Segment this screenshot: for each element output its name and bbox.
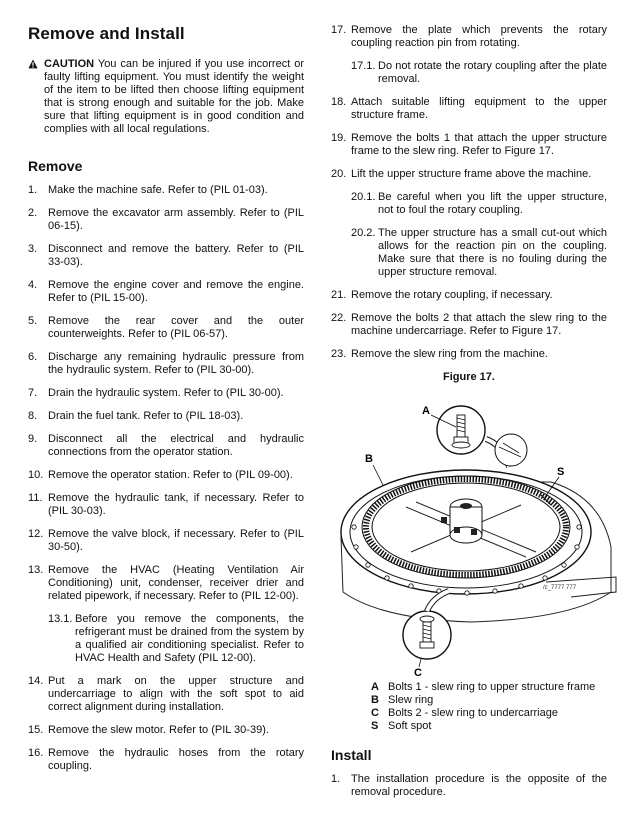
remove-steps-left xyxy=(28,184,304,773)
step-1: 1. Make the machine safe. Refer to (PIL 01-03). xyxy=(28,184,268,196)
step-18: 18. Attach suitable lifting equipment to the upper structure frame. xyxy=(331,96,607,121)
install-step-1: 1. The installation procedure is the opposite of the removal procedure. xyxy=(331,773,607,798)
legend-item: A Bolts 1 - slew ring to upper structure frame xyxy=(371,681,596,693)
install-heading: Install xyxy=(331,747,372,763)
step-4: 4. Remove the engine cover and remove the engine. Refer to (PIL 15-00). xyxy=(28,279,304,304)
caution-text: You can be injured if you use incorrect or faulty lifting equipment. You must identify the weight of the item to be lifted then choose lifting equipment that is strong enough and suitable for the job. Make sure that lifting equipment is in good condition and complies with all local regulations. xyxy=(44,58,304,135)
right-column xyxy=(331,24,607,809)
step-12: 12. Remove the valve block, if necessary. Refer to (PIL 30-50). xyxy=(28,528,304,553)
callout-b: B xyxy=(365,453,373,465)
step-14: 14. Put a mark on the upper structure and undercarriage to align with the soft spot to aid correct alignment during installation. xyxy=(28,675,304,713)
step-20: 20. Lift the upper structure frame above the machine. xyxy=(331,168,592,180)
page-title: Remove and Install xyxy=(28,24,185,43)
step-2: 2. Remove the excavator arm assembly. Refer to (PIL 06-15). xyxy=(28,207,304,232)
step-23: 23. Remove the slew ring from the machine. xyxy=(331,348,548,360)
caution-notice xyxy=(28,58,304,136)
step-8: 8. Drain the fuel tank. Refer to (PIL 18-03). xyxy=(28,410,244,422)
step-19: 19. Remove the bolts 1 that attach the upper structure frame to the slew ring. Refer to Figure 17. xyxy=(331,132,607,157)
step-5: 5. Remove the rear cover and the outer counterweights. Refer to (PIL 06-57). xyxy=(28,315,304,340)
step-11: 11. Remove the hydraulic tank, if necessary. Refer to (PIL 30-03). xyxy=(28,492,304,517)
figure-title: Figure 17. xyxy=(443,371,495,383)
install-steps xyxy=(331,773,607,799)
step-7: 7. Drain the hydraulic system. Refer to (PIL 30-00). xyxy=(28,387,284,399)
legend-item: S Soft spot xyxy=(371,720,432,732)
legend-item: C Bolts 2 - slew ring to undercarriage xyxy=(371,707,558,719)
callout-a: A xyxy=(422,405,430,417)
step-17-1: 17.1. Do not rotate the rotary coupling after the plate removal. xyxy=(351,60,607,85)
step-22: 22. Remove the bolts 2 that attach the slew ring to the machine undercarriage. Refer to Figure 17. xyxy=(331,312,607,337)
callout-s: S xyxy=(557,466,565,478)
caution-label: CAUTION xyxy=(44,58,95,70)
legend-item: B Slew ring xyxy=(371,694,434,706)
figure-legend xyxy=(371,681,607,733)
step-20-2: 20.2. The upper structure has a small cut-out which allows for the reaction pin on the coupling. Make sure that there is no fouling during the upper structure removal. xyxy=(351,227,607,278)
step-6: 6. Discharge any remaining hydraulic pressure from the hydraulic system. Refer to (PIL 30-00). xyxy=(28,351,304,376)
svg-text:/c_7777 777: /c_7777 777 xyxy=(543,585,577,591)
figure-17 xyxy=(321,387,621,679)
step-3: 3. Disconnect and remove the battery. Refer to (PIL 33-03). xyxy=(28,243,304,268)
warning-icon xyxy=(28,59,38,69)
callout-c: C xyxy=(414,667,422,679)
step-15: 15. Remove the slew motor. Refer to (PIL 30-39). xyxy=(28,724,269,736)
remove-steps-right xyxy=(331,24,607,361)
left-column xyxy=(28,24,304,783)
step-21: 21. Remove the rotary coupling, if necessary. xyxy=(331,289,553,301)
remove-heading: Remove xyxy=(28,158,83,174)
step-13: 13. Remove the HVAC (Heating Ventilation Air Conditioning) unit, condenser, receiver drier and related pipework, if necessary. Refer to (PIL 12-00). xyxy=(28,564,304,602)
step-10: 10. Remove the operator station. Refer to (PIL 09-00). xyxy=(28,469,293,481)
step-20-1: 20.1. Be careful when you lift the upper structure, not to foul the rotary coupling. xyxy=(351,191,607,216)
step-17: 17. Remove the plate which prevents the rotary coupling reaction pin from rotating. xyxy=(331,24,607,49)
slew-ring-illustration xyxy=(321,387,621,679)
step-13-1: 13.1. Before you remove the components, the refrigerant must be drained from the system by a qualified air conditioning specialist. Refer to HVAC Health and Safety (PIL 12-00). xyxy=(48,613,304,664)
step-16: 16. Remove the hydraulic hoses from the rotary coupling. xyxy=(28,747,304,772)
step-9: 9. Disconnect all the electrical and hydraulic connections from the operator station. xyxy=(28,433,304,458)
